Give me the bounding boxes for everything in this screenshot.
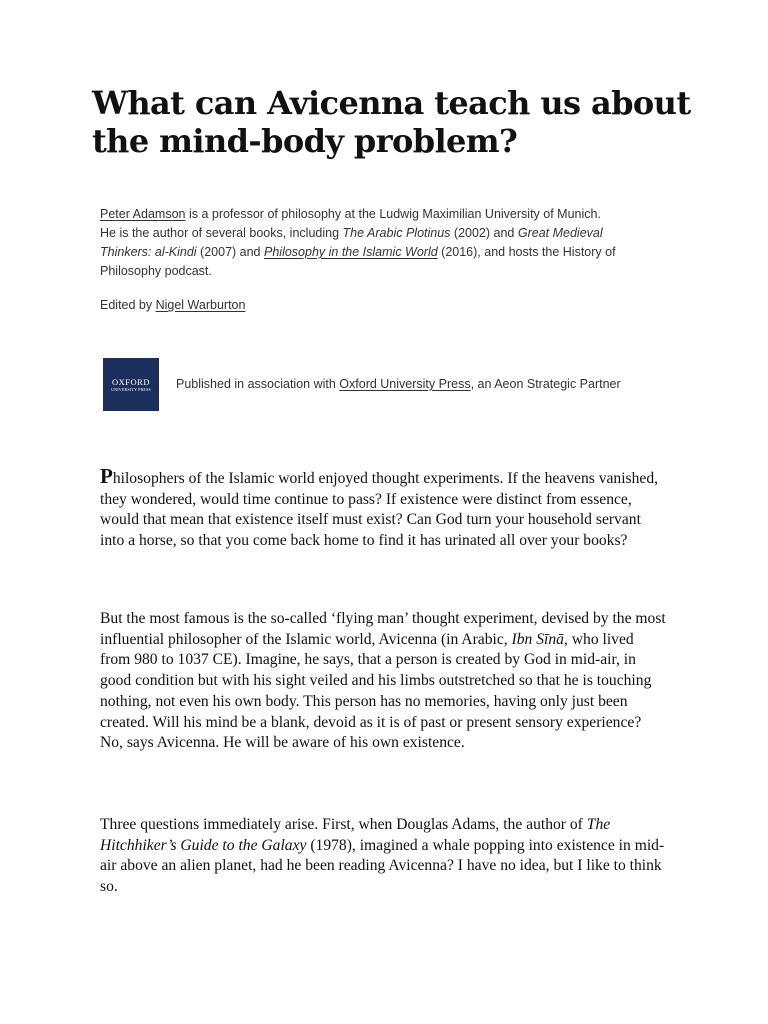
paragraph-1-text: hilosophers of the Islamic world enjoyed thought experiments. If the heavens vanished, they wondered, would time continue to pass? If existence were distinct from essence, would that mean that existence itself must exist? Can God turn your household servant into a horse, so that you come back home to find it has urinated all over your books? <box>100 470 659 550</box>
paragraph-3-emphasis: The Hitchhiker’s Guide to the Galaxy <box>100 816 611 854</box>
partner-prefix: Published in association with <box>176 377 340 391</box>
logo-line-2: UNIVERSITY PRESS <box>111 386 151 392</box>
edited-by-prefix: Edited by <box>100 298 156 312</box>
book-title-1: The Arabic Plotinus <box>342 226 451 240</box>
book-title-2: Great Medieval Thinkers: al-Kindi <box>100 226 603 259</box>
drop-cap: P <box>100 464 113 488</box>
paragraph-2-text-2: , who lived from 980 to 1037 CE). Imagine, he says, that a person is created by God in mid-air, in good condition but with his sight veiled and his limbs outstretched so that he is touching nothing, not even his own body. This person has no memories, having only just been created. Will his mind be a blank, devoid as it is of past or present sensory experience? No, says Avicenna. He will be aware of his own existence. <box>100 630 652 752</box>
author-link[interactable]: Peter Adamson <box>100 207 186 221</box>
author-bio-text-1: is a professor of philosophy at the Ludwig Maximilian University of Munich. He is the author of several books, including <box>100 207 601 240</box>
book-link-3[interactable] <box>264 245 438 259</box>
paragraph-2-emphasis: Ibn Sīnā <box>511 630 564 648</box>
author-bio-text-2: (2002) and <box>450 226 518 240</box>
paragraph-2-text-1: But the most famous is the so-called ‘flying man’ thought experiment, devised by the most influential philosopher of the Islamic world, Avicenna (in Arabic, <box>100 610 666 648</box>
paragraph-3-text-2: (1978), imagined a whale popping into existence in mid-air above an alien planet, had he been reading Avicenna? I have no idea, but I like to think so. <box>100 836 665 896</box>
partner-suffix: , an Aeon Strategic Partner <box>470 377 621 391</box>
partner-note <box>176 377 736 391</box>
edited-by <box>100 296 620 315</box>
paragraph-2 <box>100 609 666 754</box>
logo-line-1: OXFORD <box>112 376 150 387</box>
partner-link[interactable]: Oxford University Press <box>339 377 471 391</box>
author-bio <box>100 205 620 281</box>
article-title: What can Avicenna teach us about the mind-body problem? <box>92 84 691 160</box>
author-bio-text-3: (2007) and <box>196 245 264 259</box>
editor-link[interactable]: Nigel Warburton <box>155 298 246 312</box>
author-bio-text-4: (2016), and hosts the History of Philosophy podcast. <box>100 245 616 278</box>
paragraph-3 <box>100 815 666 898</box>
paragraph-3-text-1: Three questions immediately arise. First, when Douglas Adams, the author of <box>100 816 587 833</box>
oxford-university-press-logo[interactable] <box>103 358 159 411</box>
book-title-3: Philosophy in the Islamic World <box>264 245 438 259</box>
paragraph-1 <box>100 466 666 552</box>
